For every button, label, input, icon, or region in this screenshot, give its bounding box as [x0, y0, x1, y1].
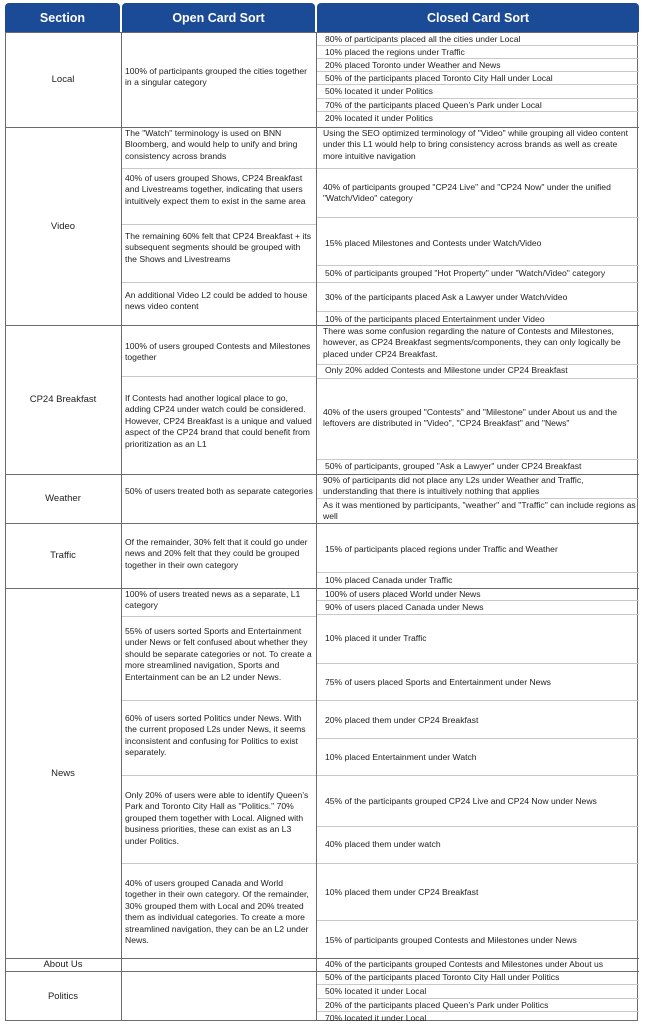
closed-finding: 10% placed it under Traffic [325, 633, 427, 643]
open-finding: 60% of users sorted Politics under News. With the current proposed L2s under News, it seems inconsistent and confusing for Politics to exist separately. [125, 713, 306, 758]
closed-row-divider [317, 98, 639, 99]
closed-row-divider [317, 998, 639, 999]
closed-finding: 20% placed them under CP24 Breakfast [325, 715, 479, 725]
section-label-politics: Politics [47, 990, 79, 1002]
header-open-card-sort: Open Card Sort [122, 3, 315, 32]
closed-finding: 40% placed them under watch [325, 839, 441, 849]
section-label-local: Local [51, 74, 75, 85]
closed-finding: 90% of participants did not place any L2s under Weather and Traffic, understanding that there is intuitively nothing that applies [323, 475, 584, 497]
closed-row-divider [317, 311, 639, 312]
closed-finding: 30% of the participants placed Ask a Lawyer under Watch/video [325, 292, 568, 302]
closed-finding: 70% of the participants placed Queen’s Park under Local [325, 100, 542, 110]
open-finding: 40% of users grouped Shows, CP24 Breakfast and Livestreams together, indicating that users intuitively expect them to exist in the same area [125, 173, 306, 206]
open-row-divider [122, 616, 316, 617]
closed-finding: 15% placed Milestones and Contests under Watch/Video [325, 238, 542, 248]
closed-finding: 10% of the participants placed Entertainment under Video [325, 314, 545, 324]
open-row-divider [122, 376, 316, 377]
closed-row-divider [317, 282, 639, 283]
closed-finding: As it was mentioned by participants, "weather" and "Traffic" can include regions as well [323, 500, 636, 522]
open-row-divider [122, 168, 316, 169]
column-divider [121, 32, 122, 1021]
closed-row-divider [317, 826, 639, 827]
open-row-divider [122, 863, 316, 864]
closed-row-divider [317, 217, 639, 218]
closed-row-divider [317, 663, 639, 664]
closed-row-divider [317, 572, 639, 573]
open-finding: If Contests had another logical place to go, adding CP24 under watch could be considered. However, CP24 Breakfast is a unique and valued aspect of the CP24 brand that could benefit from prioritization as an L1 [125, 393, 312, 449]
closed-finding: 50% of participants, grouped "Ask a Lawyer" under CP24 Breakfast [325, 461, 582, 471]
closed-finding: 50% of the participants placed Toronto City Hall under Local [325, 73, 553, 83]
section-label-video: Video [50, 220, 76, 232]
closed-finding: 10% placed the regions under Traffic [325, 47, 465, 57]
closed-row-divider [317, 459, 639, 460]
closed-finding: 20% placed Toronto under Weather and News [325, 60, 501, 70]
section-label-weather: Weather [45, 493, 81, 504]
closed-row-divider [317, 738, 639, 739]
open-finding: 55% of users sorted Sports and Entertainment under News or felt confused about whether they should be separate categories or not. To create a more streamlined navigation, Sports and Entertainment can be an L2 under News. [125, 626, 312, 682]
open-finding: The remaining 60% felt that CP24 Breakfast + its subsequent segments should be grouped with the Shows and Livestreams [125, 231, 312, 264]
closed-row-divider [317, 614, 639, 615]
closed-finding: There was some confusion regarding the nature of Contests and Milestones, however, as CP24 Breakfast segments/components, they can only logically be placed under CP24 Breakfast. [323, 326, 621, 359]
section-label-about-us: About Us [43, 959, 83, 970]
closed-finding: 100% of users placed World under News [325, 589, 481, 599]
closed-finding: 40% of participants grouped "CP24 Live" and "CP24 Now" under the unified "Watch/Video" category [323, 182, 611, 204]
closed-finding: 90% of users placed Canada under News [325, 602, 484, 612]
closed-row-divider [317, 265, 639, 266]
closed-row-divider [317, 920, 639, 921]
closed-row-divider [317, 863, 639, 864]
section-label-cp24-breakfast: CP24 Breakfast [29, 394, 97, 405]
open-finding: 100% of users grouped Contests and Milestones together [125, 341, 311, 363]
open-finding: The "Watch" terminology is used on BNN Bloomberg, and would help to unify and bring consistency across brands [125, 128, 298, 161]
closed-finding: 75% of users placed Sports and Entertainment under News [325, 677, 551, 687]
closed-row-divider [317, 984, 639, 985]
header-closed-card-sort: Closed Card Sort [317, 3, 639, 32]
closed-finding: 15% of participants placed regions under Traffic and Weather [325, 544, 558, 554]
closed-finding: 50% located it under Politics [325, 86, 433, 96]
closed-row-divider [317, 378, 639, 379]
column-divider [316, 32, 317, 1021]
closed-finding: 50% of participants grouped "Hot Property" under "Watch/Video" category [325, 268, 606, 278]
closed-finding: 40% of the users grouped "Contests" and "Milestone" under About us and the leftovers are distributed in "Video", "CP24 Breakfast" and "News" [323, 407, 618, 429]
closed-finding: 40% of the participants grouped Contests and Milestones under About us [325, 959, 604, 969]
closed-finding: 50% of the participants placed Toronto City Hall under Politics [325, 972, 560, 982]
closed-finding: 10% placed them under CP24 Breakfast [325, 887, 479, 897]
closed-finding: Only 20% added Contests and Milestone under CP24 Breakfast [325, 365, 568, 375]
section-label-news: News [51, 767, 75, 779]
closed-finding: 80% of participants placed all the cities under Local [325, 34, 521, 44]
open-finding: 50% of users treated both as separate categories [125, 486, 313, 496]
open-row-divider [122, 282, 316, 283]
closed-finding: 10% placed Entertainment under Watch [325, 752, 477, 762]
card-sort-table [5, 3, 639, 1021]
closed-finding: 10% placed Canada under Traffic [325, 575, 453, 585]
closed-row-divider [317, 775, 639, 776]
closed-finding: 20% of the participants placed Queen’s Park under Politics [325, 1000, 549, 1010]
closed-finding: 70% located it under Local [325, 1013, 427, 1023]
closed-row-divider [317, 498, 639, 499]
open-finding: 100% of users treated news as a separate, L1 category [125, 589, 301, 611]
header-section: Section [5, 3, 120, 32]
closed-row-divider [317, 700, 639, 701]
open-finding: An additional Video L2 could be added to house news video content [125, 290, 308, 312]
closed-finding: 15% of participants grouped Contests and Milestones under News [325, 935, 577, 945]
open-row-divider [122, 700, 316, 701]
closed-finding: 50% located it under Local [325, 986, 427, 996]
open-row-divider [122, 775, 316, 776]
closed-finding: Using the SEO optimized terminology of "Video" while grouping all video content under this L1 would help to bring consistency across brands as well as create more intuitive navigation [323, 128, 628, 161]
closed-finding: 45% of the participants grouped CP24 Live and CP24 Now under News [325, 796, 597, 806]
closed-finding: 20% located it under Politics [325, 113, 433, 123]
open-finding: 100% of participants grouped the cities together in a singular category [125, 66, 308, 88]
open-finding: 40% of users grouped Canada and World together in their own category. Of the remainder, 30% grouped them with Local and 20% treated them as individual categories. To create a more streamlined navigation, they can be an L2 under News. [125, 878, 309, 946]
open-row-divider [122, 224, 316, 225]
section-label-traffic: Traffic [50, 550, 76, 561]
open-finding: Of the remainder, 30% felt that it could go under news and 20% felt that they could be grouped together in their own category [125, 537, 308, 570]
closed-row-divider [317, 168, 639, 169]
open-finding: Only 20% of users were able to identify Queen’s Park and Toronto City Hall as "Politics." 70% grouped them together with Local. Aligned with business priorities, these can exist as an L3 under Politics. [125, 790, 309, 846]
